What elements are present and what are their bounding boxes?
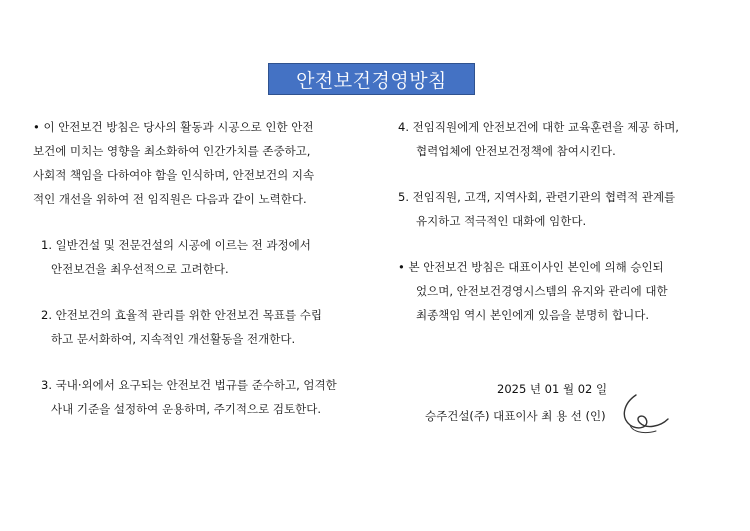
closing-paragraph [398,255,733,327]
signer-line: 승주건설(주) 대표이사 최 용 선 (인) [425,409,606,423]
right-column [398,115,733,349]
intro-line: 사회적 책임을 다하여야 함을 인식하며, 안전보건의 지속 [33,168,315,182]
policy-item-line: 1. 일반건설 및 전문건설의 시공에 이르는 전 과정에서 [41,238,311,252]
left-column [33,115,378,443]
policy-item-1 [33,233,378,281]
policy-item-line: 3. 국내·외에서 요구되는 안전보건 법규를 준수하고, 엄격한 [41,378,337,392]
policy-item-line: 안전보건을 최우선적으로 고려한다. [51,262,229,276]
policy-item-line: 5. 전임직원, 고객, 지역사회, 관련기관의 협력적 관계를 [398,190,676,204]
title-banner [268,63,475,95]
policy-item-2 [33,303,378,351]
issue-date: 2025 년 01 월 02 일 [497,382,608,396]
policy-item-line: 유지하고 적극적인 대화에 임한다. [416,214,587,228]
intro-line: • 이 안전보건 방침은 당사의 활동과 시공으로 인한 안전 [33,120,314,134]
closing-line: 최종책임 역시 본인에게 있음을 분명히 합니다. [416,308,650,322]
policy-item-line: 4. 전임직원에게 안전보건에 대한 교육훈련을 제공 하며, [398,120,679,134]
signature-scribble [616,389,676,437]
page-title: 안전보건경영방침 [296,69,447,92]
policy-item-4 [398,115,733,163]
policy-item-5 [398,185,733,233]
intro-paragraph [33,115,378,211]
closing-line: • 본 안전보건 방침은 대표이사인 본인에 의해 승인되 [398,260,664,274]
policy-item-line: 사내 기준을 설정하여 운용하며, 주기적으로 검토한다. [51,402,321,416]
policy-item-3 [33,373,378,421]
policy-item-line: 협력업체에 안전보건정책에 참여시킨다. [416,144,616,158]
policy-item-line: 2. 안전보건의 효율적 관리를 위한 안전보건 목표를 수립 [41,308,322,322]
policy-item-line: 하고 문서화하여, 지속적인 개선활동을 전개한다. [51,332,296,346]
intro-line: 적인 개선을 위하여 전 임직원은 다음과 같이 노력한다. [33,192,307,206]
closing-line: 었으며, 안전보건경영시스템의 유지와 관리에 대한 [416,284,668,298]
intro-line: 보건에 미치는 영향을 최소화하여 인간가치를 존중하고, [33,144,311,158]
